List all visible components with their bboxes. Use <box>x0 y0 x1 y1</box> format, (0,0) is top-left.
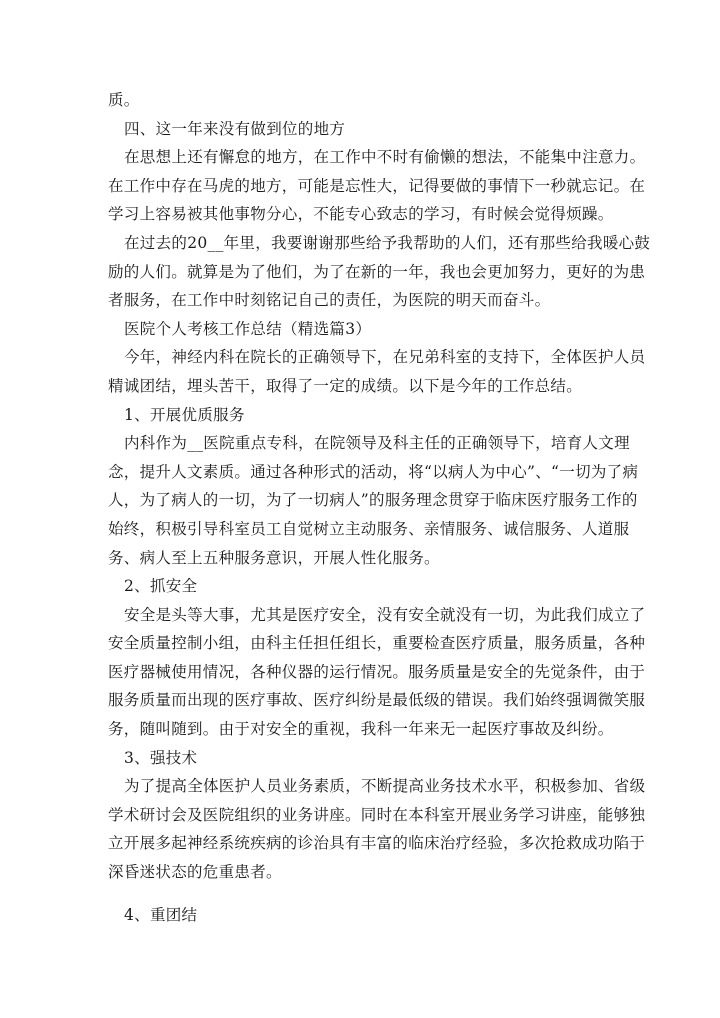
text-line: 医疗器械使用情况，各种仪器的运行情况。服务质量是安全的先觉条件，由于 <box>108 662 646 681</box>
text-line: 在过去的20__年里，我要谢谢那些给予我帮助的人们，还有那些给我暖心鼓 <box>124 233 651 252</box>
section-heading: 1、开展优质服务 <box>124 405 245 424</box>
text-line: 立开展多起神经系统疾病的诊治具有丰富的临床治疗经验，多次抢救成功陷于 <box>108 834 646 853</box>
text-line: 学习上容易被其他事物分心，不能专心致志的学习，有时候会觉得烦躁。 <box>108 205 614 224</box>
article-title: 医院个人考核工作总结（精选篇3） <box>124 319 372 338</box>
text-line: 务、病人至上五种服务意识，开展人性化服务。 <box>108 548 440 567</box>
text-line: 精诚团结，埋头苦干，取得了一定的成绩。以下是今年的工作总结。 <box>108 376 583 395</box>
section-heading: 四、这一年来没有做到位的地方 <box>124 119 346 138</box>
text-line: 者服务，在工作中时刻铭记自己的责任，为医院的明天而奋斗。 <box>108 291 551 310</box>
text-line: 在工作中存在马虎的地方，可能是忘性大，记得要做的事情下一秒就忘记。在 <box>108 176 646 195</box>
section-heading: 3、强技术 <box>124 748 198 767</box>
text-line: 人，为了病人的一切，为了一切病人”的服务理念贯穿于临床医疗服务工作的 <box>108 491 638 510</box>
text-line: 安全质量控制小组，由科主任担任组长，重要检查医疗质量，服务质量，各种 <box>108 634 646 653</box>
text-line: 安全是头等大事，尤其是医疗安全，没有安全就没有一切，为此我们成立了 <box>124 605 646 624</box>
text-line: 念，提升人文素质。通过各种形式的活动，将“以病人为中心”、“一切为了病 <box>108 462 639 481</box>
text-line: 质。 <box>108 91 140 109</box>
text-line: 内科作为__医院重点专科，在院领导及科主任的正确领导下，培育人文理 <box>124 434 630 453</box>
section-heading: 2、抓安全 <box>124 577 198 596</box>
document-page <box>108 86 651 929</box>
section-heading: 4、重团结 <box>124 905 198 924</box>
text-line: 务，随叫随到。由于对安全的重视，我科一年来无一起医疗事故及纠纷。 <box>108 720 614 739</box>
text-line: 服务质量而出现的医疗事故、医疗纠纷是最低级的错误。我们始终强调微笑服 <box>108 691 646 710</box>
text-line: 励的人们。就算是为了他们，为了在新的一年，我也会更加努力，更好的为患 <box>108 262 646 281</box>
text-line: 深昏迷状态的危重患者。 <box>108 863 282 882</box>
text-line: 学术研讨会及医院组织的业务讲座。同时在本科室开展业务学习讲座，能够独 <box>108 805 646 824</box>
text-line: 为了提高全体医护人员业务素质，不断提高业务技术水平，积极参加、省级 <box>124 777 646 796</box>
text-line: 始终，积极引导科室员工自觉树立主动服务、亲情服务、诚信服务、人道服 <box>108 519 630 538</box>
text-line: 今年，神经内科在院长的正确领导下，在兄弟科室的支持下，全体医护人员 <box>124 348 646 367</box>
text-line: 在思想上还有懈怠的地方，在工作中不时有偷懒的想法，不能集中注意力。 <box>124 148 646 167</box>
